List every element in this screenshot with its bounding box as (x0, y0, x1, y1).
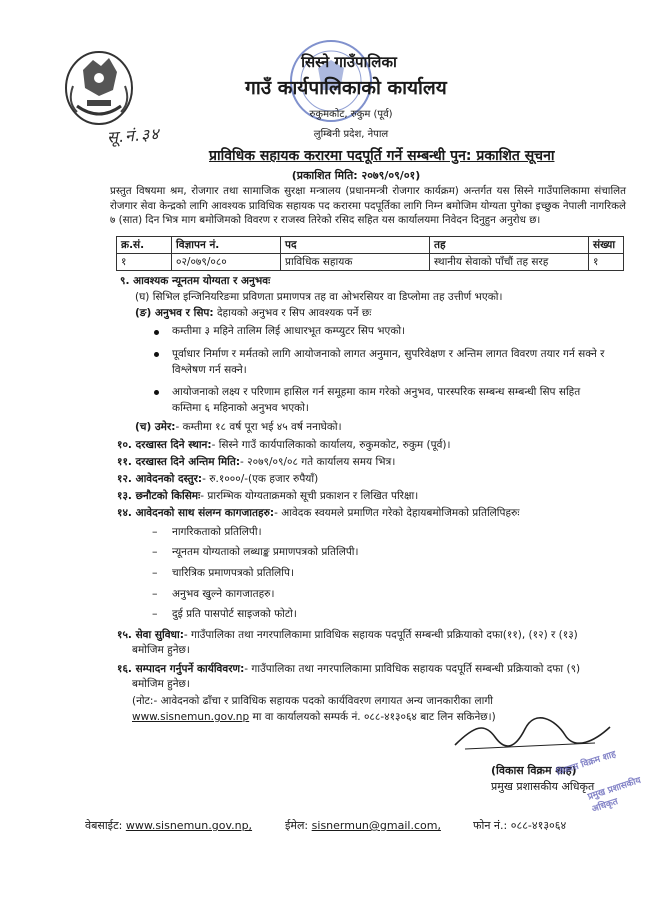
section-10 (117, 438, 451, 452)
province-line: लुम्बिनी प्रदेश, नेपाल (313, 129, 389, 140)
notice-title: प्राविधिक सहायक करारमा पदपूर्ति गर्ने सम्बन्धी पुन: प्रकाशित सूचना (209, 148, 555, 164)
section-15-cont: बमोजिम हुनेछ। (132, 644, 190, 656)
footer-phone (473, 818, 566, 833)
skill-item: पूर्वाधार निर्माण र मर्मतको लागि आयोजनाको लागत अनुमान, सुपरिवेक्षण र अन्तिम लागत विवरण तयार गर्न सक्ने र विश्लेषण गर्न सक्ने। (172, 348, 605, 376)
section-14-text: - आवेदक स्वयमले प्रमाणित गरेको देहायबमोजिमको प्रतिलिपिहरुः (274, 507, 520, 519)
bullet-icon (154, 390, 159, 395)
section-9-nga-label: (ङ) अनुभव र सिप: (135, 307, 214, 319)
document-item: दुई प्रति पासपोर्ट साइजको फोटो। (172, 608, 297, 620)
dash-icon: – (152, 545, 158, 558)
note-website-link[interactable]: www.sisnemun.gov.np (132, 711, 250, 723)
post-table (116, 236, 624, 271)
section-13-label: १३. छनौटको किसिमः (117, 490, 201, 502)
table-cell: स्थानीय सेवाको पाँचौं तह सरह (430, 254, 589, 271)
signature-stamp-title: प्रमुख प्रशासकीय अधिकृत (586, 775, 643, 815)
office-name: गाउँ कार्यपालिकाको कार्यालय (245, 77, 447, 99)
bullet-icon (154, 330, 159, 335)
section-9-cha (135, 420, 342, 434)
dash-icon: – (152, 566, 158, 579)
section-14 (117, 506, 519, 520)
note-text: मा वा कार्यालयको सम्पर्क नं. ०८८-४१३०६४ बाट लिन सकिनेछ।) (249, 711, 496, 723)
footer-website-label: वेबसाईट: (85, 819, 123, 832)
section-16 (117, 662, 580, 676)
dash-icon: – (152, 607, 158, 620)
footer-email (285, 818, 441, 833)
section-14-label: १४. आवेदनको साथ संलग्न कागजातहरु: (117, 507, 275, 519)
document-item: अनुभव खुल्ने कागजातहरु। (172, 588, 275, 600)
section-16-text: - गाउँपालिका तथा नगरपालिकामा प्राविधिक सहायक पदपूर्ति सम्बन्धी प्रक्रियाको दफा (९) (244, 663, 581, 675)
section-13-text: - प्रारम्भिक योग्यताक्रमको सूची प्रकाशन र लिखित परिक्षा। (200, 490, 419, 502)
section-10-text: - सिस्ने गाउँ कार्यपालिकाको कार्यालय, रुकुमकोट, रुकुम (पूर्व)। (211, 439, 451, 451)
section-15-text: - गाउँपालिका तथा नगरपालिकामा प्राविधिक सहायक पदपूर्ति सम्बन्धी प्रक्रियाको दफा(११), (१२) र (१३) (183, 629, 578, 641)
signatory-title: प्रमुख प्रशासकीय अधिकृत (491, 780, 595, 793)
section-15 (117, 628, 578, 642)
skill-item: कम्तीमा ३ महिने तालिम लिई आधारभूत कम्प्युटर सिप भएको। (172, 325, 406, 337)
section-13 (117, 489, 418, 503)
section-12-text: - रु.१०००/-(एक हजार रुपैयाँ) (202, 473, 319, 485)
section-11 (117, 455, 395, 469)
municipality-name: सिस्ने गाउँपालिका (301, 53, 397, 71)
section-12-label: १२. आवेदनको दस्तुर: (117, 473, 203, 485)
section-15-label: १५. सेवा सुविधा: (117, 629, 184, 641)
footer-phone-label: फोन नं.: (473, 819, 508, 832)
signature-stamp: विकास विक्रम शाह (555, 749, 618, 779)
dash-icon: – (152, 587, 158, 600)
table-header-row (117, 237, 624, 254)
section-9-cha-label: (च) उमेर: (135, 421, 176, 433)
signature-icon (445, 715, 615, 755)
document-item: चारित्रिक प्रमाणपत्रको प्रतिलिपि। (172, 567, 294, 579)
section-12 (117, 472, 318, 486)
table-cell: १ (589, 254, 624, 271)
table-cell: १ (117, 254, 172, 271)
note-line: (नोट:- आवेदनको ढाँचा र प्राविधिक सहायक पदको कार्यविवरण लगायत अन्य जानकारीका लागी (132, 695, 493, 707)
published-date: (प्रकाशित मिति: २०७९/०९/०१) (291, 169, 421, 182)
column-header: विज्ञापन नं. (172, 237, 281, 254)
column-header: पद (281, 237, 430, 254)
table-cell: ०२/०७९/०८० (172, 254, 281, 271)
document-item: नागरिकताको प्रतिलिपी। (172, 526, 262, 538)
footer-website (85, 818, 252, 833)
dash-icon: – (152, 525, 158, 538)
skill-item: आयोजनाको लक्ष्य र परिणाम हासिल गर्न समूहमा काम गरेको अनुभव, पारस्परिक सम्बन्ध सम्बन्धी सिप सहित कम्तिमा ६ महिनाको अनुभव भएको। (172, 386, 581, 414)
column-header: संख्या (589, 237, 624, 254)
note-line-2 (132, 710, 496, 724)
document-item: न्यूनतम योग्यताको लब्धाङ्क प्रमाणपत्रको प्रतिलिपी। (172, 546, 359, 558)
section-9-nga (135, 306, 371, 320)
column-header: तह (430, 237, 589, 254)
signatory-name: (विकास विक्रम शाह) (491, 764, 577, 777)
section-11-label: ११. दरखास्त दिने अन्तिम मिति: (117, 456, 241, 468)
section-9-gha: (घ) सिभिल इन्जिनियरिङमा प्रविणता प्रमाणपत्र तह वा ओभरसियर वा डिप्लोमा तह उत्तीर्ण भएको। (135, 291, 503, 303)
address-line: रुकुमकोट, रुकुम (पूर्व) (309, 109, 393, 120)
section-10-label: १०. दरखास्त दिने स्थान: (117, 439, 212, 451)
footer-email-label: ईमेल: (285, 819, 309, 832)
section-11-text: - २०७९/०९/०८ गते कार्यालय समय भित्र। (240, 456, 396, 468)
section-9-title: ९. आवश्यक न्यूनतम योग्यता र अनुभवः (120, 275, 271, 287)
section-16-cont: बमोजिम हुनेछ। (132, 678, 190, 690)
section-9-nga-text: देहायको अनुभव र सिप आवश्यक पर्ने छः (213, 307, 372, 319)
column-header: क्र.सं. (117, 237, 172, 254)
footer-email-link[interactable]: sisnermun@gmail.com, (311, 819, 441, 832)
intro-paragraph: प्रस्तुत विषयमा श्रम, रोजगार तथा सामाजिक सुरक्षा मन्त्रालय (प्रधानमन्त्री रोजगार कार्यक्रम) अन्तर्गत यस सिस्ने गाउँपालिकामा संचालित रोजगार सेवा केन्द्रको लागि आवश्यक प्राविधिक सहायक पद करारमा पदपूर्तिका लागि निम्न बमोजिम योग्यता पुगेका इच्छुक नेपाली नागरिकले ७ (सात) दिन भित्र माग बमोजिमको विवरण र राजस्व तिरेको रसिद सहित यस कार्यालयमा निवेदन दिनुहुन अनुरोध छ। (110, 185, 626, 226)
footer-phone-number: ०८८-४१३०६४ (510, 819, 567, 832)
footer-website-link[interactable]: www.sisnemun.gov.np, (125, 819, 253, 832)
section-9-cha-text: - कम्तीमा १८ वर्ष पूरा भई ४५ वर्ष ननाघेको। (175, 421, 342, 433)
section-16-label: १६. सम्पादन गर्नुपर्ने कार्यविवरण: (117, 663, 245, 675)
table-cell: प्राविधिक सहायक (281, 254, 430, 271)
table-row (117, 254, 624, 271)
reference-number: सू.नं.३४ (106, 124, 161, 147)
bullet-icon (154, 352, 159, 357)
